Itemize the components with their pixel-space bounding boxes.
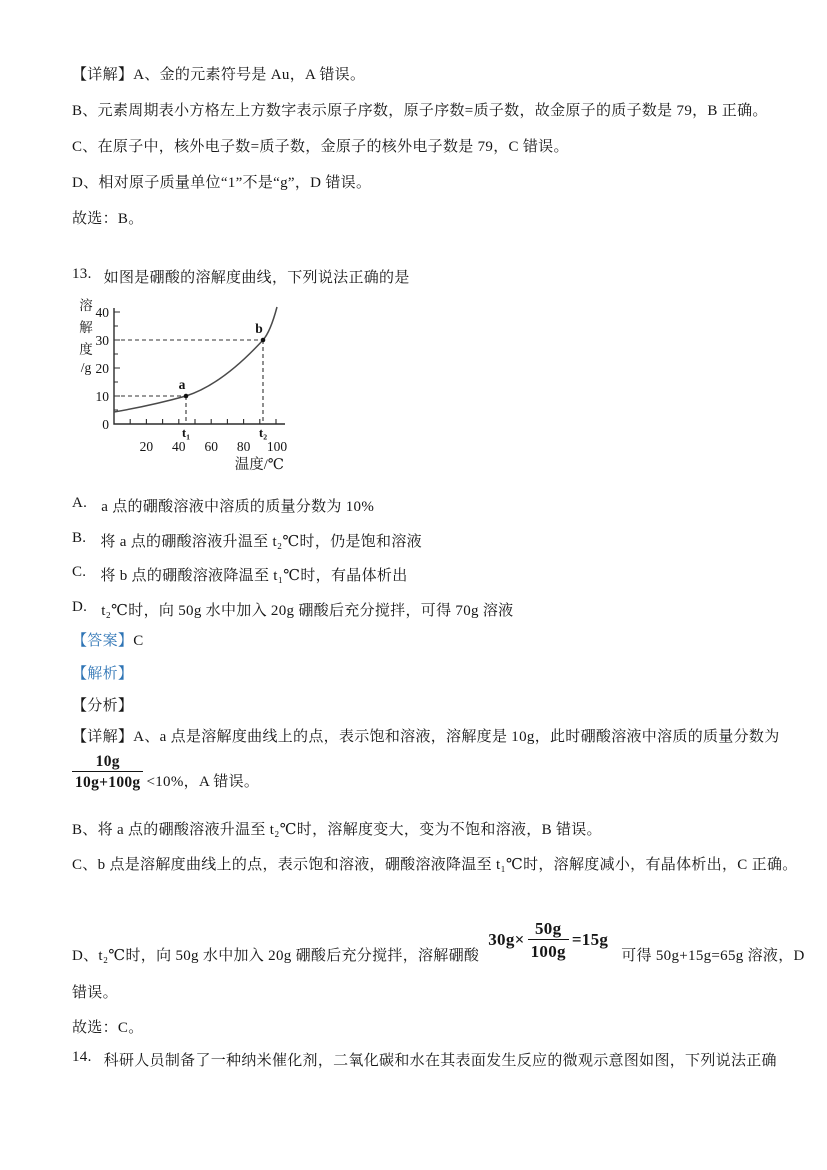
- x-tick-60: 60: [204, 439, 218, 454]
- y-axis-label-char2: 解: [79, 320, 93, 335]
- y-tick-40: 40: [95, 305, 109, 320]
- guide-lines-point-b: [114, 340, 263, 424]
- y-axis-label-char1: 溶: [79, 298, 93, 313]
- q13-detail-intro: 【详解】A、a 点是溶解度曲线上的点，表示饱和溶液，溶解度是 10g，此时硼酸溶液中溶质的质量分数为: [72, 729, 780, 745]
- fraction-a-numerator: 10g: [95, 753, 120, 770]
- y-axis-label-unit: /g: [80, 360, 92, 375]
- equation-30g-x-50g-100g: [485, 918, 611, 963]
- x-tick-80: 80: [236, 439, 251, 454]
- option-d-text: t₂℃时，向 50g 水中加入 20g 硼酸后充分搅拌，可得 70g 溶液: [101, 603, 514, 619]
- q13-option-a: [72, 495, 374, 516]
- solubility-curve-chart: [64, 292, 318, 484]
- q12-conclusion: 故选：B。: [72, 211, 144, 227]
- point-a: [184, 394, 189, 399]
- q13-detail-b: B、将 a 点的硼酸溶液升温至 t₂℃时，溶解度变大，变为不饱和溶液，B 错误。: [72, 822, 602, 838]
- point-a-label: a: [178, 377, 186, 392]
- q13-option-d: [72, 599, 513, 620]
- fenxi-label: 【分析】: [72, 698, 134, 714]
- option-b-text: 将 a 点的硼酸溶液升温至 t₂℃时，仍是饱和溶液: [100, 534, 422, 550]
- q14-number: 14.: [72, 1049, 92, 1065]
- q13-option-c: [72, 564, 408, 585]
- q13-detail-d-wrap: 错误。: [72, 985, 118, 1001]
- equation-denominator: 100g: [528, 939, 569, 962]
- answer-value: C: [133, 633, 144, 649]
- q12-detail-line-a: 【详解】A、金的元素符号是 Au，A 错误。: [72, 67, 366, 83]
- point-b: [261, 338, 266, 343]
- option-d-label: D.: [72, 599, 88, 615]
- q12-detail-line-d: D、相对原子质量单位“1”不是“g”，D 错误。: [72, 175, 372, 191]
- y-tick-30: 30: [95, 333, 109, 348]
- y-tick-20: 20: [95, 361, 109, 376]
- option-c-text: 将 b 点的硼酸溶液降温至 t₁℃时，有晶体析出: [100, 568, 408, 584]
- q13-stem-row: [72, 266, 410, 287]
- equation-numerator: 50g: [535, 919, 562, 938]
- y-tick-10: 10: [95, 389, 109, 404]
- option-a-label: A.: [72, 495, 88, 511]
- equation-rhs: =15g: [571, 930, 609, 950]
- fraction-a: [72, 752, 143, 793]
- q14-stem: 科研人员制备了一种纳米催化剂，二氧化碳和水在其表面发生反应的微观示意图如图，下列说法正确: [103, 1053, 777, 1069]
- option-b-label: B.: [72, 530, 87, 546]
- fraction-a-suffix: <10%，A 错误。: [146, 773, 260, 790]
- x-tick-100: 100: [266, 439, 288, 454]
- x-tick-40: 40: [172, 439, 186, 454]
- q13-option-b: [72, 530, 422, 551]
- q12-detail-line-c: C、在原子中，核外电子数=质子数，金原子的核外电子数是 79，C 错误。: [72, 139, 569, 155]
- y-tick-0: 0: [102, 417, 109, 432]
- fraction-a-denominator: 10g+100g: [72, 771, 143, 792]
- x-axis-label: 温度/℃: [234, 457, 284, 473]
- option-c-label: C.: [72, 564, 87, 580]
- x-ticks: [130, 419, 276, 424]
- detail-d-prefix: D、t₂℃时，向 50g 水中加入 20g 硼酸后充分搅拌，溶解硼酸: [72, 948, 480, 965]
- x-special-t2: t₂: [258, 425, 268, 440]
- q13-answer-row: [72, 629, 144, 650]
- detail-d-suffix: 可得 50g+15g=65g 溶液，D: [621, 948, 805, 965]
- option-a-text: a 点的硼酸溶液中溶质的质量分数为 10%: [101, 499, 375, 515]
- q13-conclusion: 故选：C。: [72, 1020, 144, 1036]
- q12-detail-line-b: B、元素周期表小方格左上方数字表示原子序数，原子序数=质子数，故金原子的质子数是 79，B 正确。: [72, 103, 768, 119]
- q14-stem-row: [72, 1049, 777, 1070]
- equation-fraction: [528, 918, 569, 963]
- q13-stem: 如图是硼酸的溶解度曲线，下列说法正确的是: [103, 270, 410, 286]
- answer-label: 【答案】: [72, 633, 134, 649]
- q13-number: 13.: [72, 266, 92, 282]
- equation-lhs: 30g×: [488, 930, 525, 950]
- jiexi-label: 【解析】: [72, 666, 134, 682]
- q13-fraction-line: [72, 752, 259, 793]
- x-tick-20: 20: [139, 439, 154, 454]
- point-b-label: b: [255, 321, 263, 336]
- q13-detail-c: C、b 点是溶解度曲线上的点，表示饱和溶液，硼酸溶液降温至 t₁℃时，溶解度减小，有晶体析出，C 正确。: [72, 857, 798, 873]
- y-axis-label-char3: 度: [79, 342, 93, 357]
- q13-detail-d-row: [72, 918, 805, 967]
- x-special-t1: t₁: [181, 425, 191, 440]
